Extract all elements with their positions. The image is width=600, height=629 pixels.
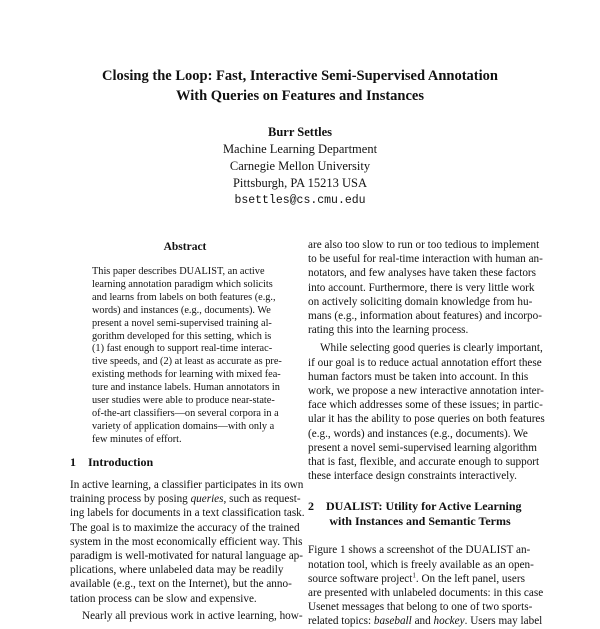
author-university: Carnegie Mellon University xyxy=(229,159,371,173)
body-line: that is fast, flexible, and accurate enough to support xyxy=(308,456,540,469)
abstract-line: variety of application domains—with only a xyxy=(92,420,275,432)
body-line: if our goal is to reduce actual annotation effort these xyxy=(308,356,542,369)
body-line: human factors must be taken into account. In this xyxy=(308,370,529,383)
body-line: on actively soliciting domain knowledge from hu- xyxy=(308,295,533,308)
body-line: rating this into the learning process. xyxy=(308,324,469,337)
body-line: Figure 1 shows a screenshot of the DUALIST an- xyxy=(308,544,531,557)
abstract-line: existing methods for learning with mixed fea- xyxy=(92,369,281,381)
author-email: bsettles@cs.cmu.edu xyxy=(234,194,366,207)
body-line: In active learning, a classifier participates in its own xyxy=(70,479,304,491)
abstract-body xyxy=(92,266,282,447)
author-dept: Machine Learning Department xyxy=(222,142,378,156)
body-line: The goal is to maximize the accuracy of the trained xyxy=(70,521,300,534)
body-line: available (e.g., text on the Internet), but the anno- xyxy=(70,578,292,591)
body-line: notators, and few analyses have taken these factors xyxy=(308,267,537,280)
body-line: While selecting good queries is clearly important, xyxy=(320,342,543,355)
emphasis-queries: queries xyxy=(190,493,224,506)
body-line: Usenet messages that belong to one of two sports- xyxy=(308,601,533,614)
abstract-line: few minutes of effort. xyxy=(92,433,182,445)
left-column xyxy=(70,455,305,623)
abstract-line: and learns from labels on both features (e.g., xyxy=(92,291,276,303)
body-line: are also too slow to run or too tedious to implement xyxy=(308,239,540,251)
abstract-line: (1) fast enough to support real-time interac- xyxy=(92,343,273,355)
body-line: (e.g., words) and instances (e.g., documents). We xyxy=(308,427,528,440)
abstract-line: of-the-art classifiers—on several corpora in a xyxy=(92,407,279,419)
body-line: these interface design constraints interactively. xyxy=(308,470,517,483)
body-line: mans (e.g., information about features) and incorpo- xyxy=(308,310,542,323)
section-title-line-1: DUALIST: Utility for Active Learning xyxy=(326,499,522,514)
section-number: 1 xyxy=(70,455,76,469)
footnote-marker[interactable]: 1 xyxy=(412,571,416,580)
right-column xyxy=(308,238,545,629)
body-line: are presented with unlabeled documents: in this case xyxy=(308,587,544,600)
emphasis-hockey: hockey xyxy=(433,615,465,628)
abstract-line: gorithm developed for this setting, which is xyxy=(92,330,272,342)
body-line: Nearly all previous work in active learning, how- xyxy=(82,609,303,622)
body-line: present a novel semi-supervised learning algorithm xyxy=(308,441,537,454)
section-title: Introduction xyxy=(88,455,154,469)
abstract-line: user studies were able to produce near-state- xyxy=(92,395,275,407)
section-heading-introduction xyxy=(70,455,298,470)
abstract-heading: Abstract xyxy=(163,241,207,253)
section-heading-dualist xyxy=(308,499,532,529)
abstract-line: ture and instance labels. Human annotators in xyxy=(92,382,280,394)
emphasis-baseball: baseball xyxy=(373,615,412,628)
title-line-1: Closing the Loop: Fast, Interactive Semi-Supervised Annotation xyxy=(102,68,498,84)
section-title-line-2: with Instances and Semantic Terms xyxy=(329,514,511,529)
body-line: plications, where unlabeled data may be readily xyxy=(70,564,284,577)
body-line: ing labels for documents in a text classification task. xyxy=(70,507,305,520)
title-line-2: With Queries on Features and Instances xyxy=(176,88,424,104)
body-line: work, we propose a new interactive annotation inter- xyxy=(308,385,544,398)
body-line: related topics: baseball and hockey. Users may label xyxy=(308,615,543,628)
section-number: 2 xyxy=(308,499,314,514)
author-name: Burr Settles xyxy=(268,125,332,139)
abstract-line: present a novel semi-supervised training al- xyxy=(92,317,272,329)
abstract-line: This paper describes DUALIST, an active xyxy=(92,266,265,277)
abstract-line: tive speeds, and (2) at least as accurate as pre- xyxy=(92,356,282,368)
body-line: system in the most economically efficient way. This xyxy=(70,535,303,548)
body-line: source software project$^1$. On the left panel, users xyxy=(308,571,525,585)
body-line: to be useful for real-time interaction with human an- xyxy=(308,253,543,266)
abstract-line: learning annotation paradigm which solicits xyxy=(92,278,273,290)
body-line: tation process can be slow and expensive. xyxy=(70,592,257,605)
paper-title xyxy=(60,66,540,106)
author-location: Pittsburgh, PA 15213 USA xyxy=(232,176,368,190)
author-block xyxy=(150,124,450,209)
body-line: ular it has the ability to pose queries on both features xyxy=(308,413,545,426)
body-line: notation tool, which is freely available as an open- xyxy=(308,558,534,571)
body-line: into account. Furthermore, there is very little work xyxy=(308,281,535,294)
abstract-line: words) and instances (e.g., documents). We xyxy=(92,304,271,316)
body-line: face which addresses some of these issues; in partic- xyxy=(308,399,543,412)
body-line: paradigm is well-motivated for natural language ap- xyxy=(70,550,303,563)
body-line: training process by posing queries, such as request- xyxy=(70,493,301,506)
